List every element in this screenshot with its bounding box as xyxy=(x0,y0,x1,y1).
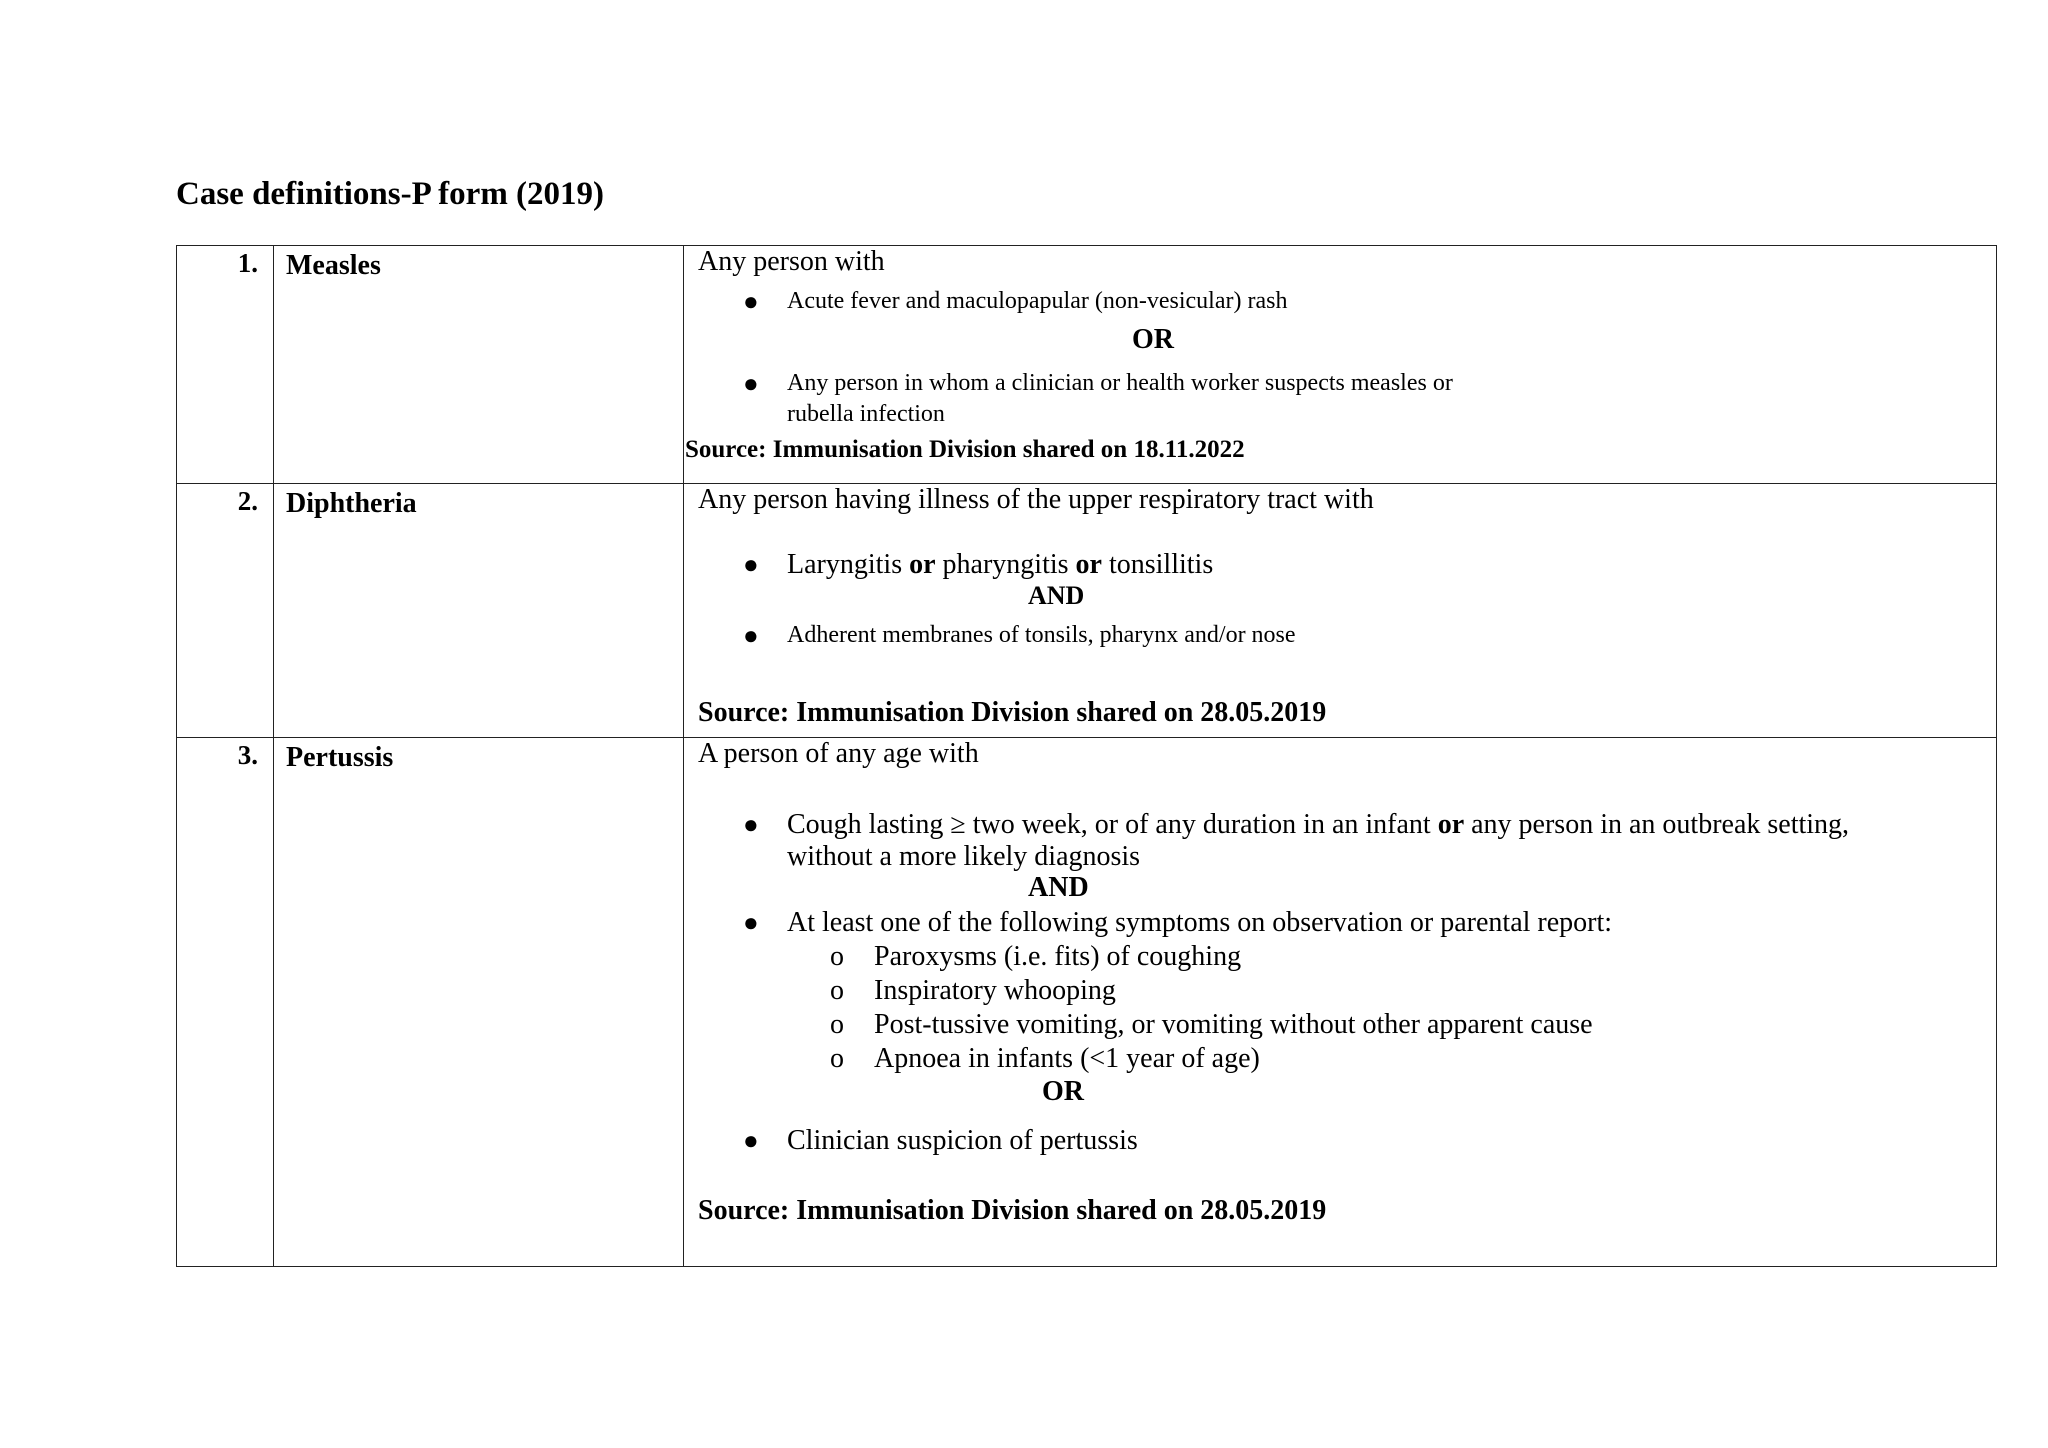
disease-name: Diphtheria xyxy=(286,488,417,519)
row-number-cell xyxy=(177,246,274,484)
definition-intro: Any person with xyxy=(698,246,885,277)
circle-bullet-icon: o xyxy=(830,941,844,972)
circle-bullet-icon: o xyxy=(830,1043,844,1074)
or-connector: OR xyxy=(1132,324,1174,355)
bullet-item xyxy=(743,1124,1138,1157)
row-number: 1. xyxy=(237,248,258,278)
source-note: Source: Immunisation Division shared on 18.11.2022 xyxy=(685,436,1245,463)
case-definitions-table xyxy=(176,245,1997,1267)
bullet-icon: ● xyxy=(743,550,759,579)
bullet-item xyxy=(743,368,1453,399)
bullet-item xyxy=(743,548,1213,581)
table-row-measles xyxy=(177,246,1997,484)
definition-cell xyxy=(684,738,1997,1267)
or-connector: OR xyxy=(1042,1076,1084,1107)
bullet-text: without a more likely diagnosis xyxy=(787,841,1141,872)
disease-name: Measles xyxy=(286,250,381,281)
sub-item-text: Apnoea in infants (<1 year of age) xyxy=(874,1043,1260,1074)
circle-bullet-icon: o xyxy=(830,1009,844,1040)
bullet-item xyxy=(743,286,1287,317)
bullet-continuation xyxy=(743,399,945,430)
disease-name: Pertussis xyxy=(286,742,394,773)
disease-name-cell xyxy=(274,738,684,1267)
row-number: 2. xyxy=(237,486,258,516)
bullet-icon: ● xyxy=(743,810,759,839)
bullet-item xyxy=(743,620,1296,651)
sub-item-text: Paroxysms (i.e. fits) of coughing xyxy=(874,941,1242,972)
bullet-text: Cough lasting ≥ two week, or of any duration in an infant or any person in an outbreak setting, xyxy=(787,809,1850,840)
row-number-cell xyxy=(177,738,274,1267)
disease-name-cell xyxy=(274,484,684,738)
document-title: Case definitions-P form (2019) xyxy=(176,176,605,212)
bullet-text: Clinician suspicion of pertussis xyxy=(787,1125,1138,1156)
sub-list-item xyxy=(830,974,1116,1008)
sub-list-item xyxy=(830,940,1241,974)
bullet-text: Adherent membranes of tonsils, pharynx and/or nose xyxy=(787,622,1296,648)
bullet-text: Laryngitis or pharyngitis or tonsillitis xyxy=(787,549,1214,580)
bullet-continuation xyxy=(743,840,1140,873)
sub-item-text: Post-tussive vomiting, or vomiting without other apparent cause xyxy=(874,1009,1593,1040)
sub-list-item xyxy=(830,1042,1260,1076)
bullet-icon: ● xyxy=(743,287,759,316)
bullet-item xyxy=(743,906,1612,939)
row-number: 3. xyxy=(237,740,258,770)
circle-bullet-icon: o xyxy=(830,975,844,1006)
row-number-cell xyxy=(177,484,274,738)
source-note: Source: Immunisation Division shared on 28.05.2019 xyxy=(698,1195,1327,1226)
source-note: Source: Immunisation Division shared on 28.05.2019 xyxy=(698,697,1327,728)
and-connector: AND xyxy=(1028,872,1089,903)
and-connector: AND xyxy=(1028,581,1085,610)
bullet-icon: ● xyxy=(743,1126,759,1155)
bullet-item xyxy=(743,808,1849,841)
bullet-icon: ● xyxy=(743,621,759,650)
sub-item-text: Inspiratory whooping xyxy=(874,975,1116,1006)
table-row-pertussis xyxy=(177,738,1997,1267)
bullet-text: Any person in whom a clinician or health worker suspects measles or xyxy=(787,370,1453,396)
definition-intro: A person of any age with xyxy=(698,738,979,769)
bullet-text: rubella infection xyxy=(787,401,945,427)
definition-cell xyxy=(684,246,1997,484)
bullet-icon: ● xyxy=(743,369,759,398)
bullet-icon: ● xyxy=(743,908,759,937)
definition-intro: Any person having illness of the upper respiratory tract with xyxy=(698,484,1374,515)
table-row-diphtheria xyxy=(177,484,1997,738)
bullet-text: At least one of the following symptoms on observation or parental report: xyxy=(787,907,1613,938)
sub-list-item xyxy=(830,1008,1593,1042)
disease-name-cell xyxy=(274,246,684,484)
definition-cell xyxy=(684,484,1997,738)
bullet-text: Acute fever and maculopapular (non-vesicular) rash xyxy=(787,288,1288,314)
